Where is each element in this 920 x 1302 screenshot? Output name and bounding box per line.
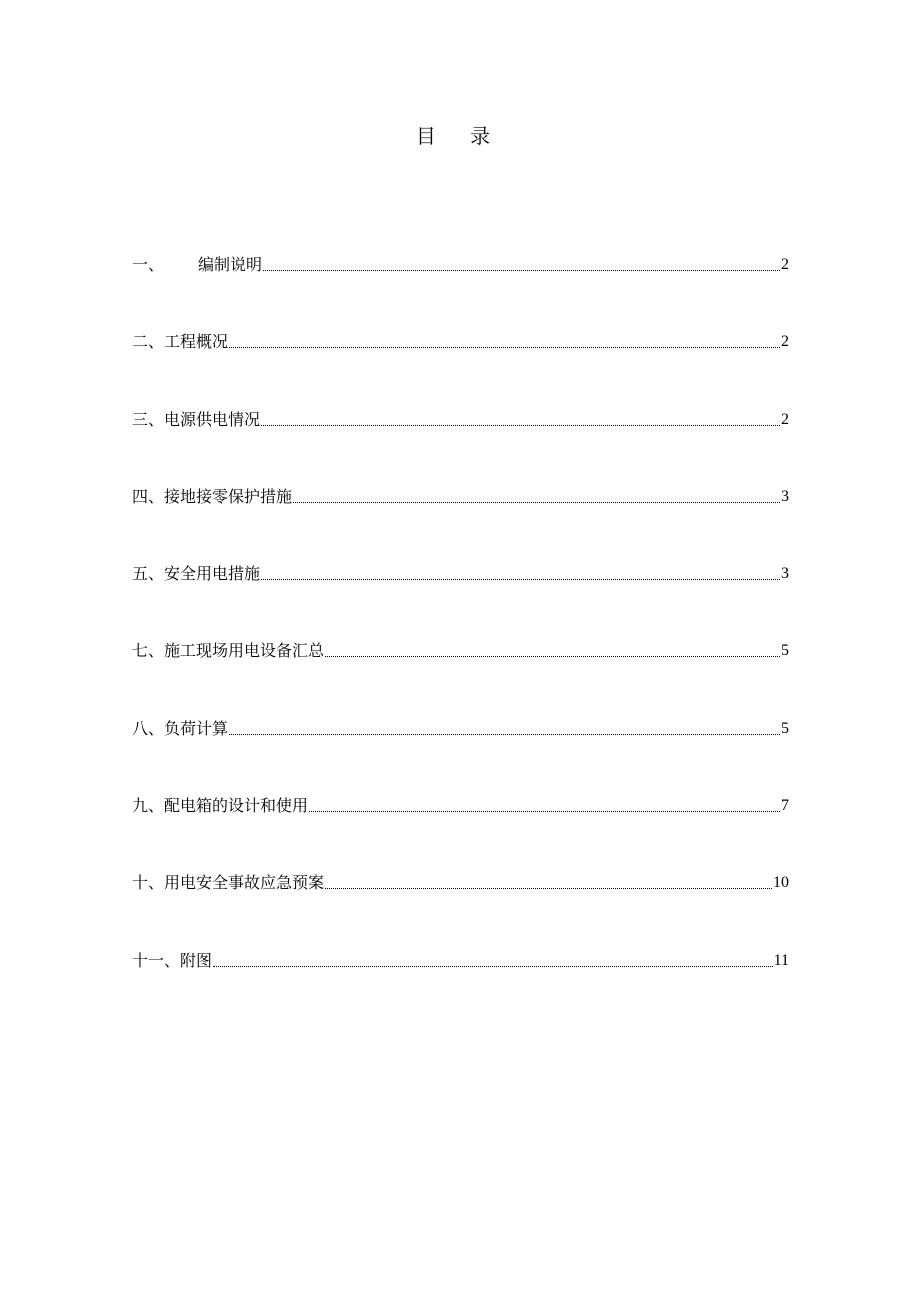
toc-entry-number: 七、	[132, 641, 165, 661]
toc-entry-number: 九、	[132, 796, 165, 816]
toc-entry[interactable]	[132, 716, 789, 740]
toc-entry[interactable]	[132, 793, 789, 817]
toc-entry-page: 3	[781, 565, 789, 583]
toc-entry-page: 2	[781, 256, 789, 273]
toc-entry-label	[132, 718, 228, 740]
table-of-contents	[132, 252, 789, 1025]
toc-entry[interactable]	[132, 561, 789, 585]
toc-entry-title: 编制说明	[198, 255, 263, 274]
toc-entry-label	[132, 563, 260, 585]
toc-entry[interactable]	[132, 252, 789, 276]
toc-entry[interactable]	[132, 948, 789, 972]
toc-dot-leader	[325, 655, 780, 657]
toc-entry-page: 5	[781, 719, 789, 737]
toc-dot-leader	[261, 424, 780, 426]
toc-entry-label	[132, 409, 260, 431]
toc-entry-page: 11	[773, 951, 789, 969]
toc-entry-title: 安全用电措施	[164, 564, 261, 584]
toc-entry-number: 五、	[132, 564, 165, 584]
toc-entry-label	[132, 795, 308, 817]
toc-entry-title: 工程概况	[164, 332, 229, 352]
toc-entry-title: 施工现场用电设备汇总	[164, 641, 325, 661]
toc-entry-title: 附图	[180, 950, 213, 970]
toc-entry-label	[132, 486, 292, 508]
toc-entry-page: 3	[781, 487, 789, 505]
toc-entry[interactable]	[132, 870, 789, 894]
toc-entry-label	[132, 331, 228, 353]
toc-entry-number: 十一、	[132, 950, 181, 970]
toc-entry-title: 配电箱的设计和使用	[164, 796, 309, 816]
toc-entry-number: 十、	[132, 873, 165, 893]
toc-entry-number: 四、	[132, 486, 165, 506]
toc-dot-leader	[213, 965, 773, 967]
toc-entry-label	[132, 640, 324, 662]
toc-entry[interactable]	[132, 638, 789, 662]
toc-entry-label	[132, 254, 262, 276]
toc-entry-title: 接地接零保护措施	[164, 486, 293, 506]
toc-dot-leader	[309, 810, 780, 812]
toc-dot-leader	[229, 733, 780, 735]
toc-entry-number: 八、	[132, 718, 165, 738]
toc-dot-leader	[229, 346, 780, 348]
toc-dot-leader	[293, 501, 780, 503]
toc-entry-label	[132, 950, 212, 972]
toc-entry[interactable]	[132, 407, 789, 431]
toc-entry-title: 用电安全事故应急预案	[164, 873, 325, 893]
toc-entry-page: 7	[781, 797, 789, 815]
toc-entry-page: 2	[781, 410, 789, 428]
toc-dot-leader	[263, 269, 780, 271]
toc-entry-page: 2	[781, 333, 789, 351]
toc-entry-page: 10	[773, 874, 789, 892]
toc-entry-number: 三、	[132, 409, 165, 429]
toc-entry-number: 二、	[132, 332, 165, 352]
toc-entry-title: 负荷计算	[164, 718, 229, 738]
toc-dot-leader	[261, 578, 780, 580]
toc-entry[interactable]	[132, 329, 789, 353]
toc-entry-number: 一、	[132, 255, 165, 274]
toc-entry-page: 5	[781, 642, 789, 660]
toc-entry[interactable]	[132, 484, 789, 508]
toc-entry-title: 电源供电情况	[164, 409, 261, 429]
page-title: 目 录	[415, 124, 505, 148]
toc-dot-leader	[325, 887, 772, 889]
toc-entry-label	[132, 872, 324, 894]
